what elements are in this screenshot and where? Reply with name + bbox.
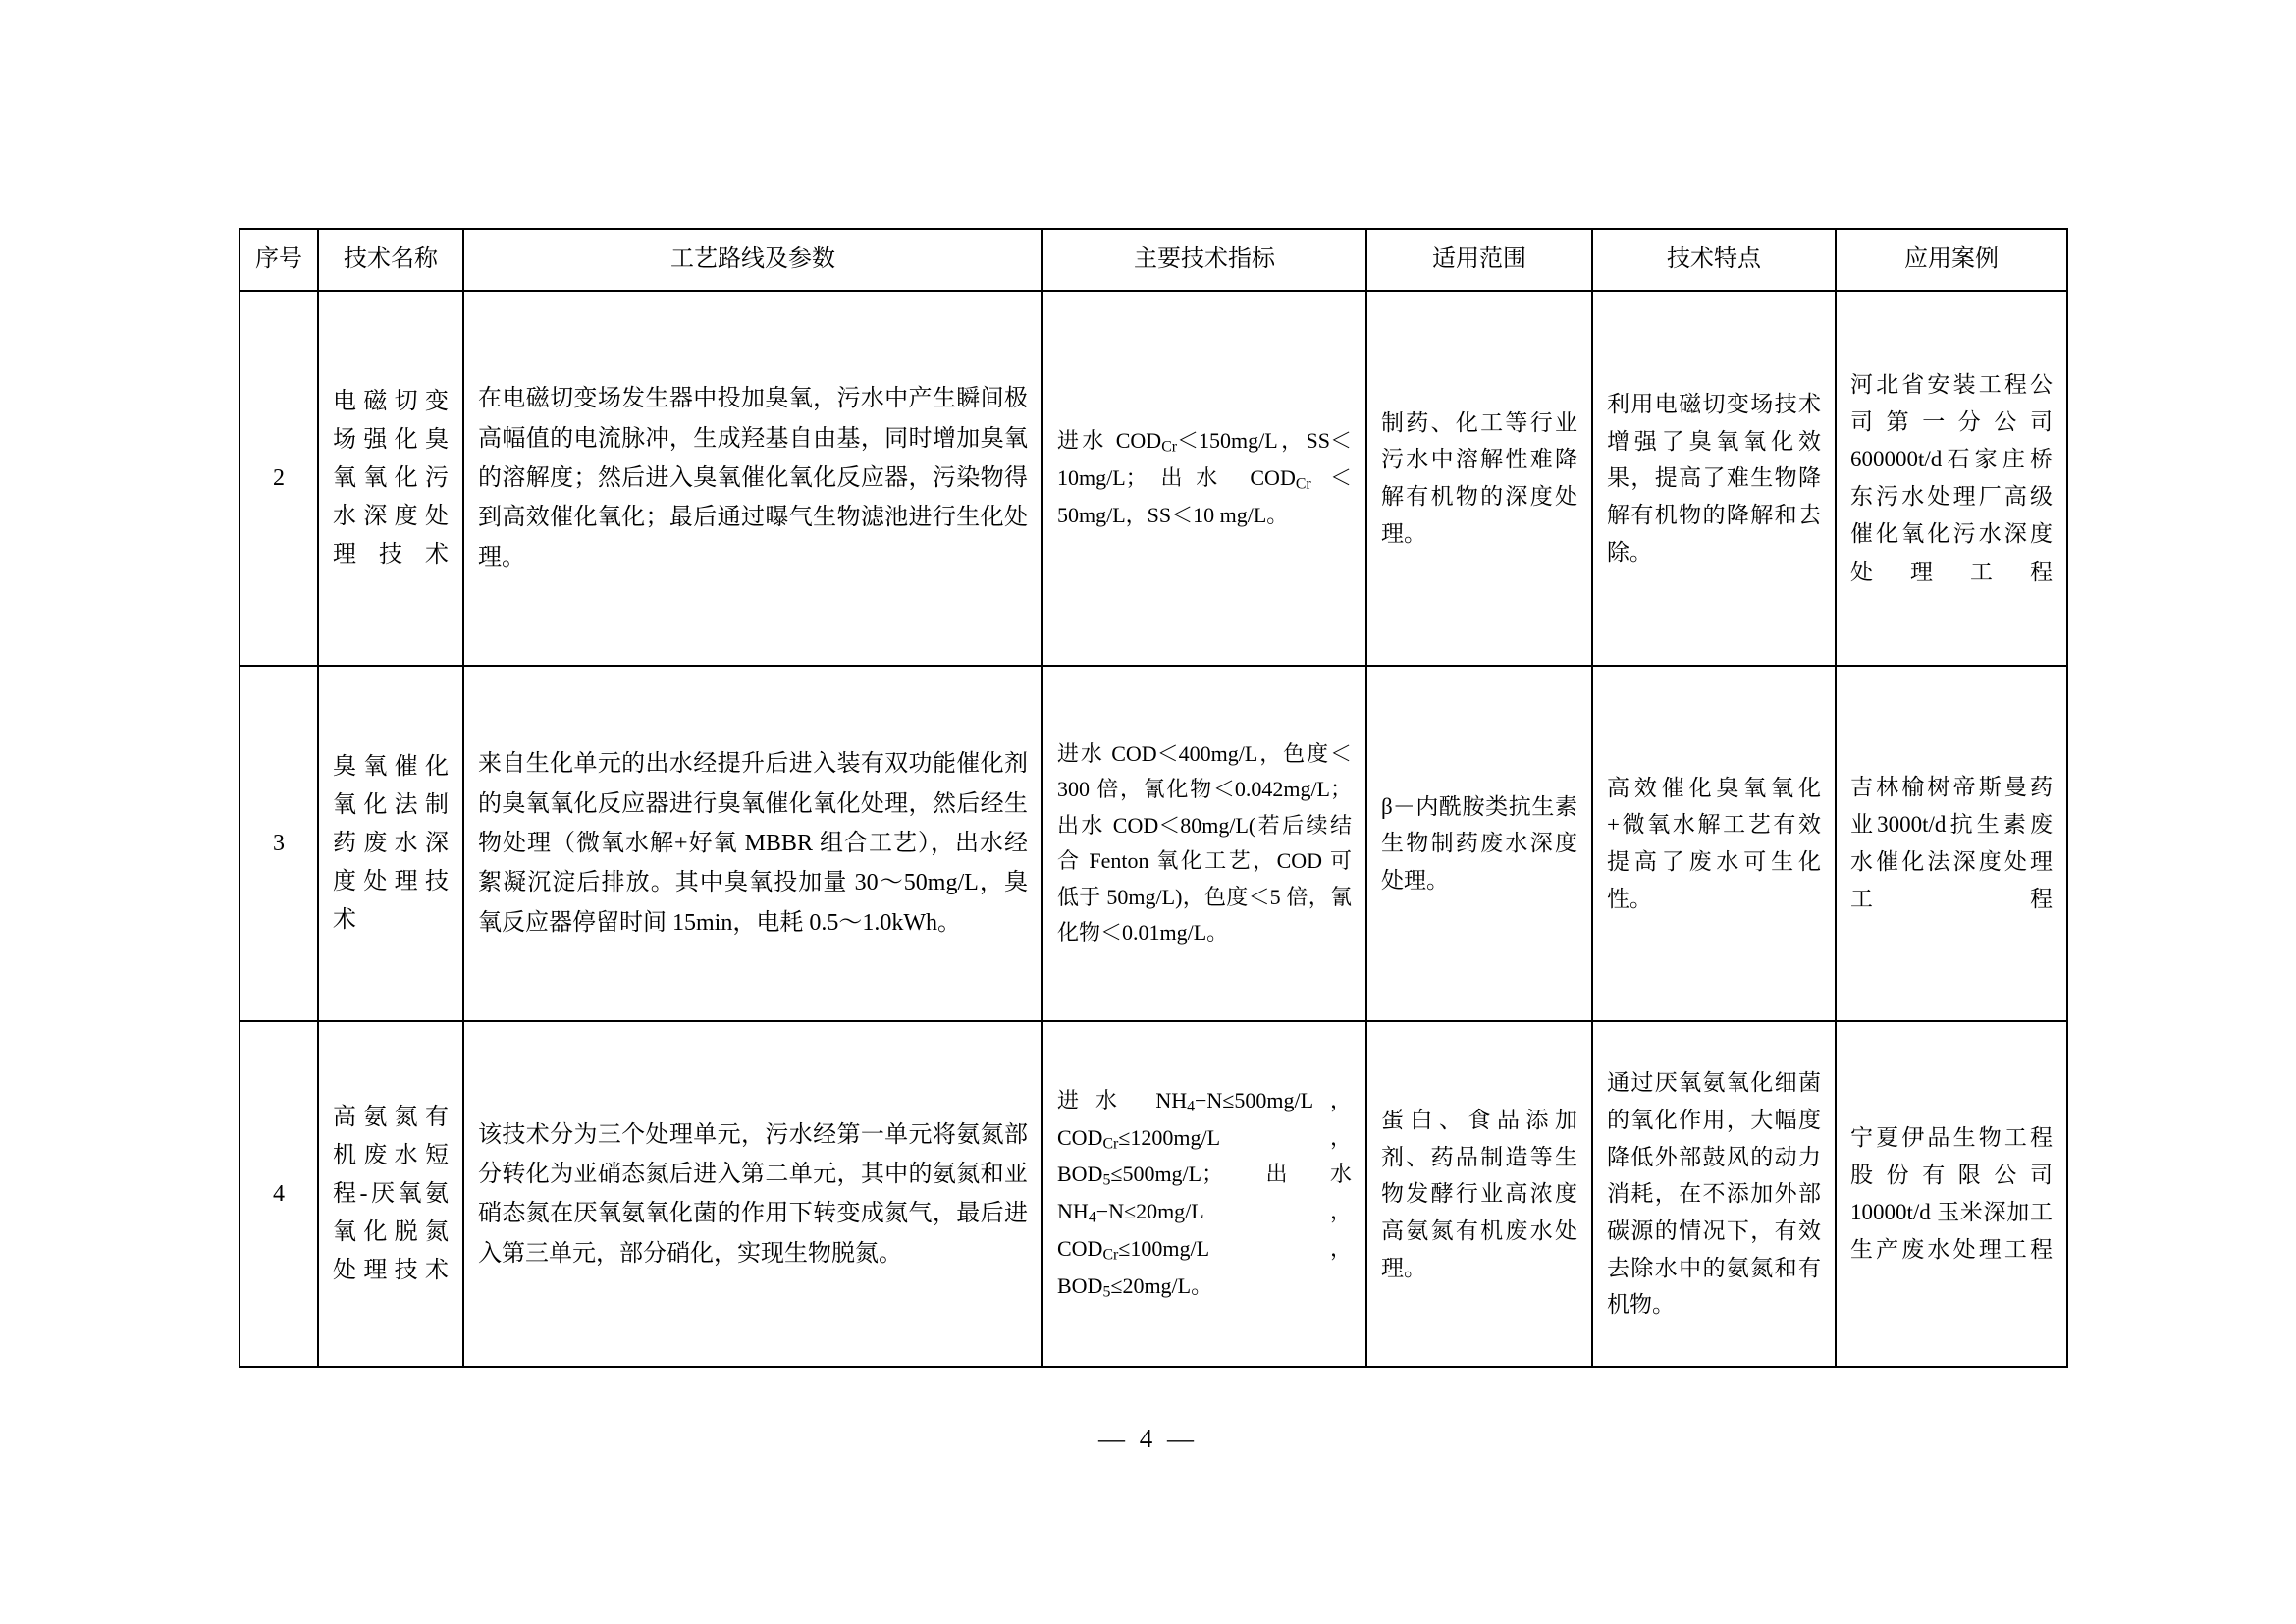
cell-scope: β－内酰胺类抗生素生物制药废水深度处理。 xyxy=(1366,666,1592,1021)
cell-case: 河北省安装工程公司第一分公司600000t/d石家庄桥东污水处理厂高级催化氧化污水深度处理工程 xyxy=(1836,291,2067,666)
column-header-name: 技术名称 xyxy=(318,229,463,291)
cell-process: 在电磁切变场发生器中投加臭氧，污水中产生瞬间极高幅值的电流脉冲，生成羟基自由基，同时增加臭氧的溶解度；然后进入臭氧催化氧化反应器，污染物得到高效催化氧化；最后通过曝气生物滤池进行生化处理。 xyxy=(463,291,1042,666)
cell-metrics: 进水 COD＜400mg/L，色度＜300 倍，氰化物＜0.042mg/L；出水 COD＜80mg/L(若后续结合 Fenton 氧化工艺，COD 可低于 50mg/L)，色度＜5 倍，氰化物＜0.01mg/L。 xyxy=(1042,666,1366,1021)
cell-scope: 蛋白、食品添加剂、药品制造等生物发酵行业高浓度高氨氮有机废水处理。 xyxy=(1366,1021,1592,1367)
cell-case: 吉林榆树帝斯曼药业3000t/d抗生素废水催化法深度处理工程 xyxy=(1836,666,2067,1021)
column-header-case: 应用案例 xyxy=(1836,229,2067,291)
column-header-feature: 技术特点 xyxy=(1592,229,1836,291)
cell-index: 2 xyxy=(240,291,318,666)
cell-scope: 制药、化工等行业污水中溶解性难降解有机物的深度处理。 xyxy=(1366,291,1592,666)
cell-case: 宁夏伊品生物工程股份有限公司10000t/d 玉米深加工生产废水处理工程 xyxy=(1836,1021,2067,1367)
cell-technology-name: 高氨氮有机废水短程-厌氧氨氧化脱氮处理技术 xyxy=(318,1021,463,1367)
table-row xyxy=(240,1021,2067,1367)
cell-feature: 通过厌氧氨氧化细菌的氧化作用，大幅度降低外部鼓风的动力消耗，在不添加外部碳源的情况下，有效去除水中的氨氮和有机物。 xyxy=(1592,1021,1836,1367)
column-header-metrics: 主要技术指标 xyxy=(1042,229,1366,291)
table-header-row xyxy=(240,229,2067,291)
cell-metrics: 进水 $NH_4-N\le 500mg/L$，$COD_{Cr}\le 1200mg/L$，$BOD_5\le 500mg/L$；出水 $NH_4-N\le 20mg/L$，$COD_{Cr}\le 100mg/L$， $BOD_5\le 20mg/L$。 xyxy=(1042,1021,1366,1367)
cell-process: 来自生化单元的出水经提升后进入装有双功能催化剂的臭氧氧化反应器进行臭氧催化氧化处理，然后经生物处理（微氧水解+好氧 MBBR 组合工艺），出水经絮凝沉淀后排放。其中臭氧投加量 30～50mg/L，臭氧反应器停留时间 15min，电耗 0.5～1.0kWh。 xyxy=(463,666,1042,1021)
cell-index: 4 xyxy=(240,1021,318,1367)
column-header-process: 工艺路线及参数 xyxy=(463,229,1042,291)
page-number: — 4 — xyxy=(1098,1424,1198,1453)
cell-technology-name: 臭氧催化氧化法制药废水深度处理技术 xyxy=(318,666,463,1021)
cell-feature: 利用电磁切变场技术增强了臭氧氧化效果，提高了难生物降解有机物的降解和去除。 xyxy=(1592,291,1836,666)
cell-process: 该技术分为三个处理单元，污水经第一单元将氨氮部分转化为亚硝态氮后进入第二单元，其中的氨氮和亚硝态氮在厌氧氨氧化菌的作用下转变成氮气，最后进入第三单元，部分硝化，实现生物脱氮。 xyxy=(463,1021,1042,1367)
cell-feature: 高效催化臭氧氧化+微氧水解工艺有效提高了废水可生化性。 xyxy=(1592,666,1836,1021)
column-header-scope: 适用范围 xyxy=(1366,229,1592,291)
technology-table xyxy=(239,228,2068,1368)
cell-metrics: 进水 $COD_{Cr}<150mg/L$，SS＜10mg/L；出水 $COD_{Cr} <50mg/L$，SS＜10 mg/L。 xyxy=(1042,291,1366,666)
cell-index: 3 xyxy=(240,666,318,1021)
cell-technology-name: 电磁切变场强化臭氧氧化污水深度处理技术 xyxy=(318,291,463,666)
table-row xyxy=(240,666,2067,1021)
table-row xyxy=(240,291,2067,666)
column-header-index: 序号 xyxy=(240,229,318,291)
